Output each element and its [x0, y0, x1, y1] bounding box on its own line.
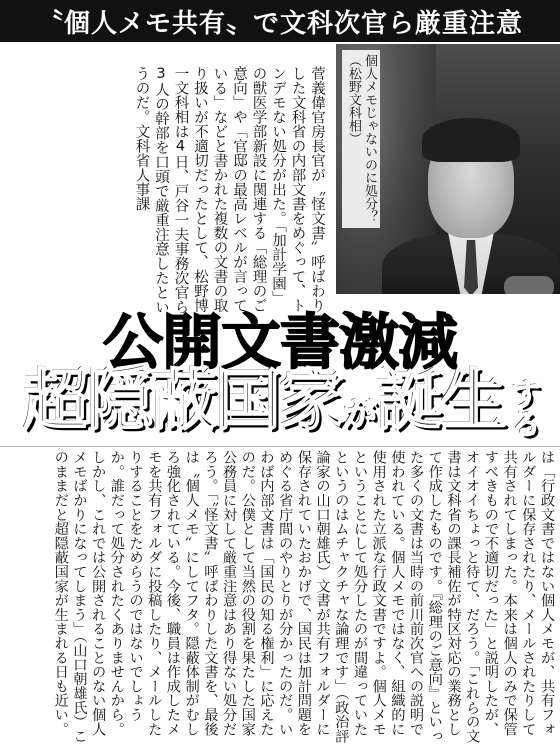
top-banner: [0, 0, 560, 42]
body-article-text: は「行政文書ではない個人メモが、共有フォルダーに保存されたり、メールされたりして共有されてしまった。本来は個人のみで保管すべきもので不適切だった」と説明したが、オイオイちょっと待て、だろう。「これらの文書は文科省の課長補佐が特区対応の業務として作成したものです。『総理のご意向』といった多くの文書は当時の前川前次官への説明で使われている。個人メモではなく、組織的に使用された立派な行政文書ですよ。個人メモということにして処分したのが間違っていたというのはムチャクチャな論理です」（政治評論家の山口朝雄氏）文書が共有フォルダーに保存されていたおかげで、国民は加計問題をめぐる省庁間のやりとりが分かったのだ。いわば内部文書は「国民の知る権利」に応えたのだ。公僕として当然の役割を果たした国家公務員に対して厳重注意はあり得ない処分だろう。「〝怪文書〟呼ばわりした文書を、最後は〝個人メモ〟にしてフタ。隠蔽体制がむしろ強化されている。今後、職員は作成したメモを共有フォルダに投稿したり、メールしたりすることをためらうのではないでしょうか。誰だって処分されたくありませんから。しかし、これでは公開されることのない個人メモばかりになってしまう」（山口朝雄氏）このままだと超隠蔽国家が生まれる日も近い。: [52, 450, 555, 744]
divider: [0, 446, 560, 447]
minister-photo: [336, 44, 560, 294]
microphone-icon: [504, 276, 554, 294]
headline-text-2b: 誕生: [377, 362, 505, 439]
headline-line-2: [0, 362, 560, 442]
banner-title: 〝個人メモ共有〟で文科次官ら厳重注意: [36, 8, 523, 39]
headline-particle: が: [343, 395, 377, 435]
headline-text-1: 公開文書激減: [103, 308, 457, 378]
photo-hair: [422, 118, 520, 162]
intro-article-text: 菅義偉官房長官が〝怪文書〟呼ばわりした文科省の内部文書をめぐって、トンデモない処分が出た。「加計学園」の獣医学部新設に関連する「総理のご意向」や「官邸の最高レベルが言っている」などと書かれた複数の文書の取り扱いが不適切だったとして、松野博一文科相は4日、戸谷一夫事務次官ら3人の幹部を口頭で厳重注意したというのだ。文科省人事課: [133, 66, 325, 314]
headline-text-2a: 超隠蔽国家: [23, 362, 343, 439]
photo-caption: 個人メモじゃないのに処分？（松野文科相）: [342, 50, 380, 228]
headline-tail: する: [505, 378, 540, 438]
